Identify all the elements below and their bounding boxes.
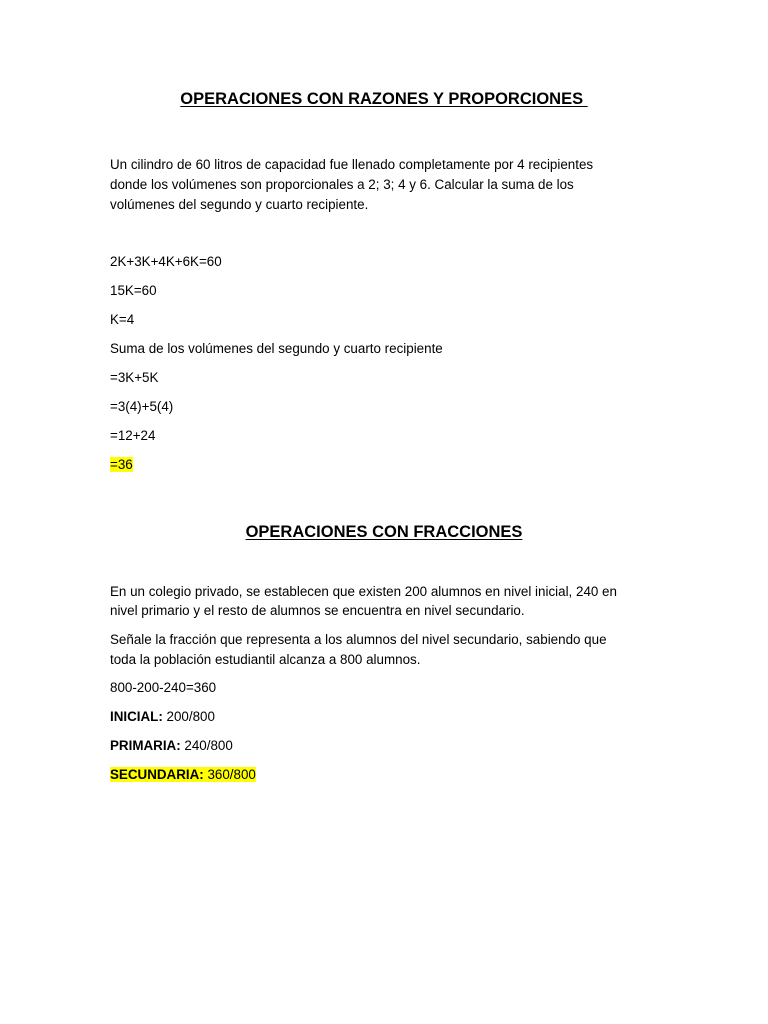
section2-question-line-1: Señale la fracción que representa a los alumnos del nivel secundario, sabiendo que (110, 632, 607, 647)
section1-answer (110, 455, 133, 475)
section2-problem-line-1: En un colegio privado, se establecen que existen 200 alumnos en nivel inicial, 240 en (110, 584, 617, 599)
section2-secundaria (110, 765, 256, 785)
section1-problem-line-2: donde los volúmenes son proporcionales a 2; 3; 4 y 6. Calcular la suma de los (110, 177, 574, 192)
section2-primaria (110, 736, 233, 756)
section1-step-3: K=4 (110, 312, 135, 327)
secundaria-value: 360/800 (203, 767, 256, 782)
section1-step-6: =3(4)+5(4) (110, 399, 174, 414)
secundaria-label: SECUNDARIA: (110, 767, 204, 782)
section1-step-4: Suma de los volúmenes del segundo y cuarto recipiente (110, 341, 443, 356)
section2-inicial (110, 707, 215, 727)
section2-question-line-2: toda la población estudiantil alcanza a 800 alumnos. (110, 652, 421, 667)
section1-step-1: 2K+3K+4K+6K=60 (110, 254, 222, 269)
section1-step-2: 15K=60 (110, 283, 157, 298)
primaria-label: PRIMARIA: (110, 738, 181, 753)
section1-step-7: =12+24 (110, 428, 156, 443)
section1-problem-line-3: volúmenes del segundo y cuarto recipiente. (110, 197, 369, 212)
inicial-label: INICIAL: (110, 709, 163, 724)
section1-title: OPERACIONES CON RAZONES Y PROPORCIONES (180, 90, 588, 108)
primaria-value: 240/800 (180, 738, 233, 753)
section2-problem-line-2: nivel primario y el resto de alumnos se encuentra en nivel secundario. (110, 603, 525, 618)
inicial-value: 200/800 (162, 709, 215, 724)
section2-title: OPERACIONES CON FRACCIONES (245, 523, 523, 541)
section1-step-5: =3K+5K (110, 370, 159, 385)
section1-answer-highlight: =36 (110, 457, 133, 472)
section1-problem-line-1: Un cilindro de 60 litros de capacidad fue llenado completamente por 4 recipientes (110, 157, 594, 172)
section2-calc: 800-200-240=360 (110, 680, 217, 695)
secundaria-highlight (110, 767, 256, 782)
